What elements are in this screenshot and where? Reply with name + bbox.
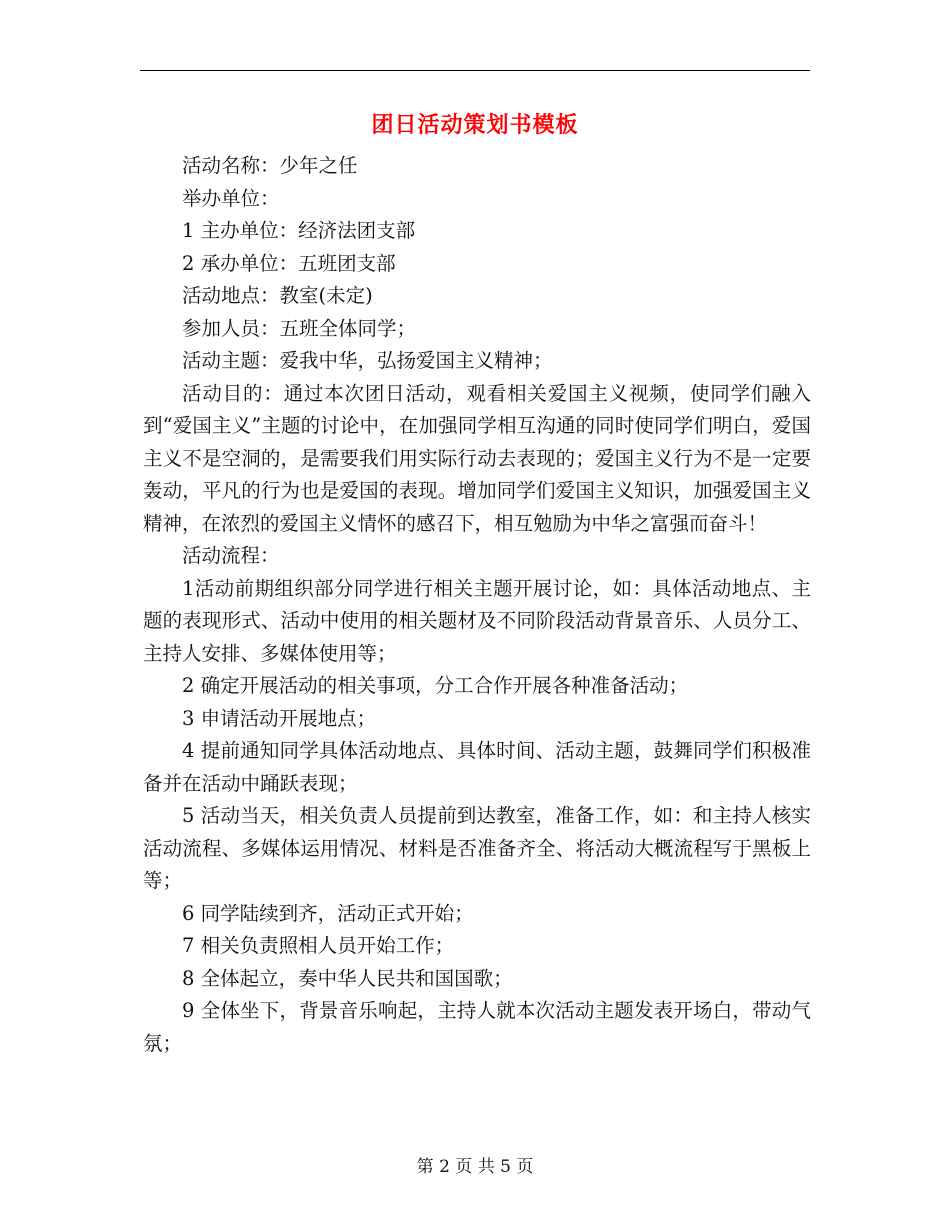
paragraph-organizer: 举办单位： (182, 186, 280, 210)
paragraph-activity-name: 活动名称：少年之任 (182, 154, 358, 177)
paragraph-step-1: 1活动前期组织部分同学进行相关主题开展讨论，如：具体活动地点、主题的表现形式、活动中使用的相关题材及不同阶段活动背景音乐、人员分工、主持人安排、多媒体使用等； (143, 576, 811, 665)
paragraph-step-4: 4 提前通知同学具体活动地点、具体时间、活动主题，鼓舞同学们积极准备并在活动中踊跃表现； (143, 739, 811, 795)
paragraph-host-unit: 1 主办单位：经济法团支部 (182, 219, 416, 242)
paragraph-step-9: 9 全体坐下，背景音乐响起，主持人就本次活动主题发表开场白，带动气氛； (143, 999, 811, 1055)
paragraph-location: 活动地点：教室(未定) (182, 284, 373, 307)
document-title: 团日活动策划书模板 (371, 112, 579, 138)
paragraph-step-2: 2 确定开展活动的相关事项，分工合作开展各种准备活动； (182, 674, 689, 697)
document-body (143, 150, 811, 1060)
paragraph-step-6: 6 同学陆续到齐，活动正式开始； (182, 901, 474, 925)
paragraph-undertaking-unit: 2 承办单位：五班团支部 (182, 251, 396, 275)
paragraph-step-5: 5 活动当天，相关负责人员提前到达教室，准备工作，如：和主持人核实活动流程、多媒体运用情况、材料是否准备齐全、将活动大概流程写于黑板上等； (143, 804, 811, 892)
paragraph-theme: 活动主题：爱我中华，弘扬爱国主义精神； (182, 349, 553, 372)
paragraph-step-7: 7 相关负责照相人员开始工作； (182, 934, 455, 957)
paragraph-process-heading: 活动流程： (182, 544, 280, 567)
header-rule (140, 70, 810, 71)
page-number-footer: 第 2 页 共 5 页 (416, 1157, 534, 1177)
paragraph-step-3: 3 申请活动开展地点； (182, 706, 377, 730)
paragraph-participants: 参加人员：五班全体同学； (182, 316, 417, 340)
paragraph-purpose: 活动目的：通过本次团日活动，观看相关爱国主义视频，使同学们融入到“爱国主义”主题的讨论中，在加强同学相互沟通的同时使同学们明白，爱国主义不是空洞的，是需要我们用实际行动去表现的；爱国主义行为不是一定要轰动，平凡的行为也是爱国的表现。增加同学们爱国主义知识，加强爱国主义精神，在浓烈的爱国主义情怀的感召下，相互勉励为中华之富强而奋斗！ (143, 381, 811, 535)
paragraph-step-8: 8 全体起立，奏中华人民共和国国歌； (182, 966, 513, 990)
